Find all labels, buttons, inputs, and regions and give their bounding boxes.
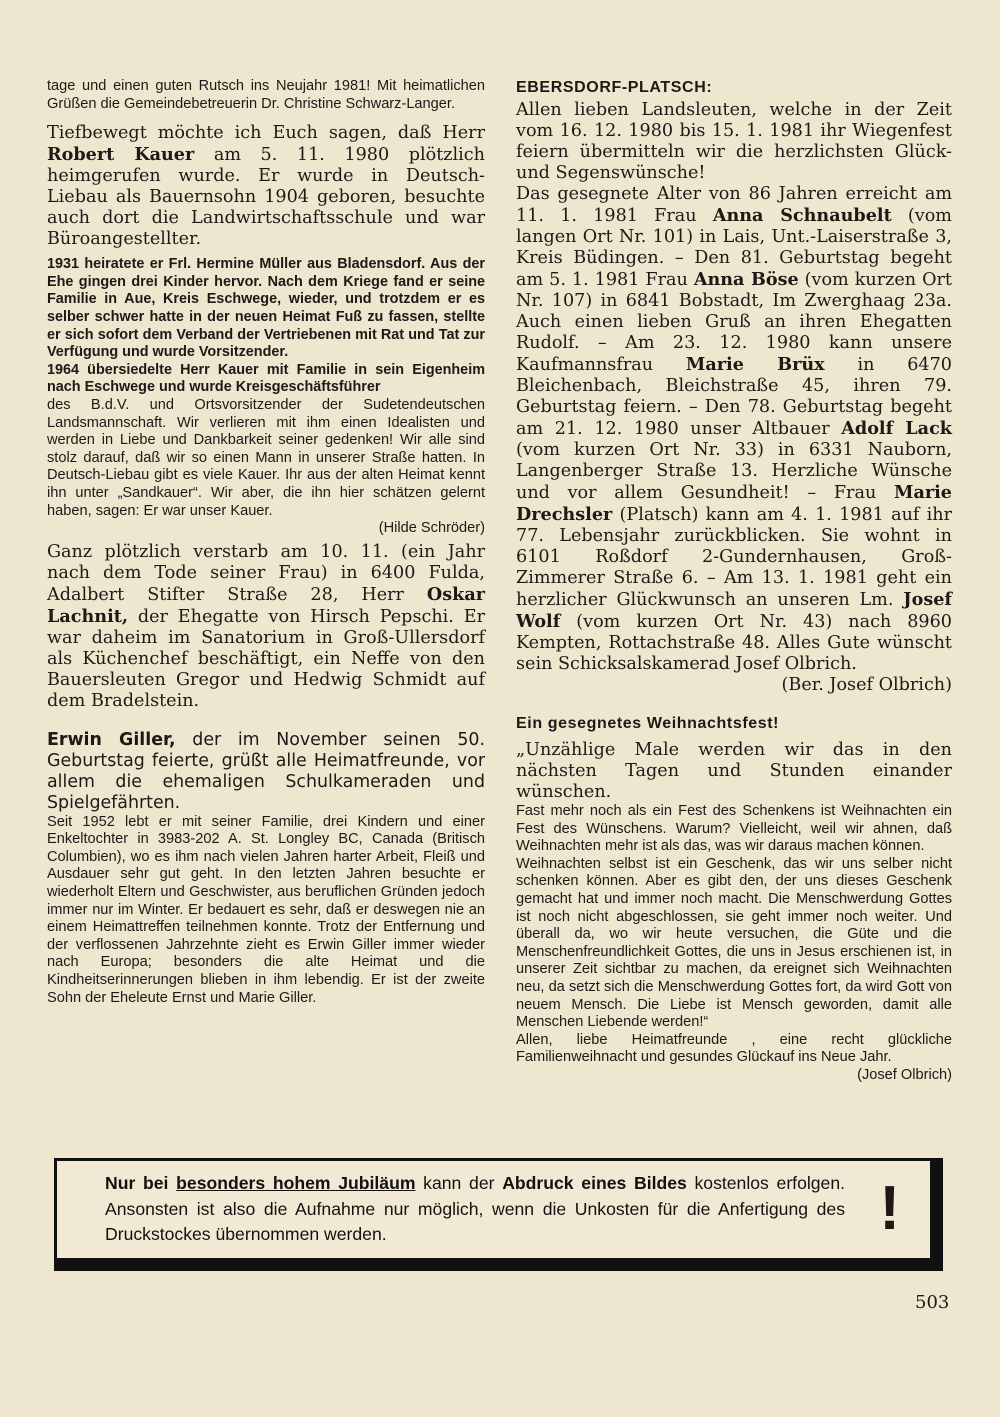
signature-hilde: (Hilde Schröder) [378,520,485,537]
section-heading-weihnacht: Ein gesegnetes Weihnachtsfest! [516,715,780,732]
lachnit-obituary: Ganz plötzlich verstarb am 10. 11. (ein Jahr nach dem Tode seiner Frau) in 6400 Fulda, Adalbert Stifter Straße 28, Herr Oskar Lachnit, der Ehegatte von Hirsch Pepschi. Er war daheim im Sanatorium in Groß-Ullersdorf als Küchenchef beschäftigt, ein Neffe von den Bauersleuten Gregor und Hedwig Schmidt auf dem Bradelstein. [47,541,485,711]
name-anna-schnaubelt: Anna Schnaubelt [712,205,892,226]
notice-text: Nur bei besonders hohem Jubiläum kann der Abdruck eines Bildes kostenlos erfolgen. Ansonsten ist also die Aufnahme nur möglich, wenn die Unkosten für die Anfertigung des Druckstockes übernommen werden. [105,1173,846,1244]
name-adolf-lack: Adolf Lack [841,418,952,439]
weihnacht-closing: Allen, liebe Heimatfreunde , eine recht glückliche Familienweihnacht und gesundes Glückauf ins Neue Jahr. (Josef Olbrich) [516,1031,952,1083]
greeting-paragraph: tage und einen guten Rutsch ins Neujahr 1981! Mit heimatlichen Grüßen die Gemeindebetreuerin Dr. Christine Schwarz-Langer. [47,78,485,112]
kauer-obituary-end: des B.d.V. und Ortsvorsitzender der Sudetendeutschen Landsmannschaft. Wir verlieren mit ihm einen Idealisten und werden in Liebe und Dankbarkeit seiner gedenken! Wir alle sind stolz darauf, daß wir so einen Mann in unserer Straße hatten. In Deutsch-Liebau gibt es viele Kauer. Ihr aus der alten Heimat kennt ihn unter „Sandkauer“. Wir aber, die ihn hier schätzen gelernt haben, sagen: Er war unser Kauer. (Hilde Schröder) [47,396,485,537]
name-marie-drechsler: Marie Drechsler [516,482,952,525]
kauer-intro: Tiefbewegt möchte ich Euch sagen, daß Herr Robert Kauer am 5. 11. 1980 plötzlich heimgerufen wurde. Er wurde in Deutsch-Liebau als Bauernsohn 1904 geboren, besuchte auch dort die Landwirtschaftsschule und war Büroangestellter. [47,123,485,250]
name-anna-boese: Anna Böse [693,269,799,290]
name-marie-brux: Marie Brüx [685,354,825,375]
weihnacht-paragraph-2: Weihnachten selbst ist ein Geschenk, das wir uns selber nicht schenken können. Aber es gibt den, der uns dieses Geschenk gemacht hat und immer noch macht. Die Menschwerdung Gottes ist noch nicht abgeschlossen, sie geht immer noch weiter. Und überall da, wo wir heute versuchen, die Güte und die Menschenfreundlichkeit Gottes, die uns in Jesus erschienen ist, in unserer Zeit sichtbar zu machen, da ereignet sich Weihnachten neu, da setzt sich die Menschwerdung Gottes fort, da wird Gott von neuem Mensch. Die Liebe ist Mensch geworden, damit alle Menschen Liebende werden!“ [516,855,952,1031]
right-column [516,78,952,1085]
notice-underlined-phrase: besonders hohem Jubiläum [176,1173,416,1193]
page-number: 503 [915,1292,950,1313]
name-robert-kauer: Robert Kauer [47,144,195,166]
giller-bio: Seit 1952 lebt er mit seiner Familie, drei Kindern und einer Enkeltochter in 3983-202 A. St. Longley BC, Canada (Britisch Columbien), wo es ihm nach vielen Jahren harter Arbeit, Fleiß und Ausdauer sehr gut geht. In den letzten Jahren besuchte er wiederholt Eltern und Geschwister, aus beruflichen Gründen jedoch immer nur im Winter. Er bedauert es sehr, daß er deswegen nie an einem Heimattreffen teilnehmen konnte. Trotz der Entfernung und der verflossenen Jahrzehnte zieht es Erwin Giller immer wieder nach Europa; besonders die alte Heimat und die Kindheitserinnerungen blieben in ihm lebendig. Er ist der zweite Sohn der Eheleute Ernst und Marie Giller. [47,813,485,1006]
ebersdorf-birthdays: Das gesegnete Alter von 86 Jahren erreicht am 11. 1. 1981 Frau Anna Schnaubelt (vom langen Ort Nr. 101) in Lais, Unt.-Laiserstraße 3, Kreis Büdingen. – Den 81. Geburtstag begeht am 5. 1. 1981 Frau Anna Böse (vom kurzen Ort Nr. 107) in 6841 Bobstadt, Im Zwerghaag 23a. Auch einen lieben Gruß an ihren Ehegatten Rudolf. – Am 23. 12. 1980 kann unsere Kaufmannsfrau Marie Brüx in 6470 Bleichenbach, Bleichstraße 45, ihren 79. Geburtstag feiern. – Den 78. Geburtstag begeht am 21. 12. 1980 unser Altbauer Adolf Lack (vom kurzen Ort Nr. 33) in 6331 Nauborn, Langenberger Straße 13. Herzliche Wünsche und vor allem Gesundheit! – Frau Marie Drechsler (Platsch) kann am 4. 1. 1981 auf ihr 77. Lebensjahr zurückblicken. Sie wohnt in 6101 Roßdorf 2-Gundernhausen, Groß-Zimmerer Straße 6. – Am 13. 1. 1981 geht ein herzlicher Glückwunsch an unseren Lm. Josef Wolf (vom kurzen Ort Nr. 43) nach 8960 Kempten, Rottachstraße 48. Alles Gute wünscht sein Schicksalskamerad Josef Olbrich. (Ber. Josef Olbrich) [516,184,952,695]
name-oskar-lachnit: Oskar Lachnit, [47,583,485,627]
name-erwin-giller: Erwin Giller, [47,729,176,750]
ebersdorf-intro: Allen lieben Landsleuten, welche in der Zeit vom 16. 12. 1980 bis 15. 1. 1981 ihr Wiegenfest feiern übermitteln wir die herzlichsten Glück- und Segenswünsche! [516,100,952,183]
kauer-marriage: 1931 heiratete er Frl. Hermine Müller aus Bladensdorf. Aus der Ehe gingen drei Kinder hervor. Nach dem Kriege fand er seine Familie in Aue, Kreis Eschwege, wieder, und trotzdem er es selber schwer hatte in der neuen Heimat Fuß zu fassen, stellte er sich sofort dem Verband der Vertriebenen mit Rat und Tat zur Verfügung und wurde Vorsitzender. [47,256,485,361]
signature-josef-olbrich: (Josef Olbrich) [857,1066,952,1083]
giller-birthday: Erwin Giller, der im November seinen 50. Geburtstag feierte, grüßt alle Heimatfreunde, vor allem die ehemaligen Schulkameraden und Spielgefährten. [47,729,485,813]
name-josef-wolf: Josef Wolf [516,589,952,632]
weihnacht-paragraph-1: Fast mehr noch als ein Fest des Schenkens ist Weihnachten ein Fest des Wünschens. Warum? Vielleicht, weil wir ahnen, daß Weihnachten mehr ist als das, was wir daraus machen können. [516,803,952,855]
exclamation-mark: ! [879,1174,900,1243]
left-column [47,78,485,1007]
weihnacht-quote-intro: „Unzählige Male werden wir das in den nächsten Tagen und Stunden einander wünschen. [516,740,952,802]
kauer-move: 1964 übersiedelte Herr Kauer mit Familie in sein Eigenheim nach Eschwege und wurde Kreisgeschäftsführer [47,361,485,396]
signature-ber-josef-olbrich: (Ber. Josef Olbrich) [781,675,952,695]
notice-box [54,1158,943,1271]
section-heading-ebersdorf: EBERSDORF-PLATSCH: [516,79,713,96]
